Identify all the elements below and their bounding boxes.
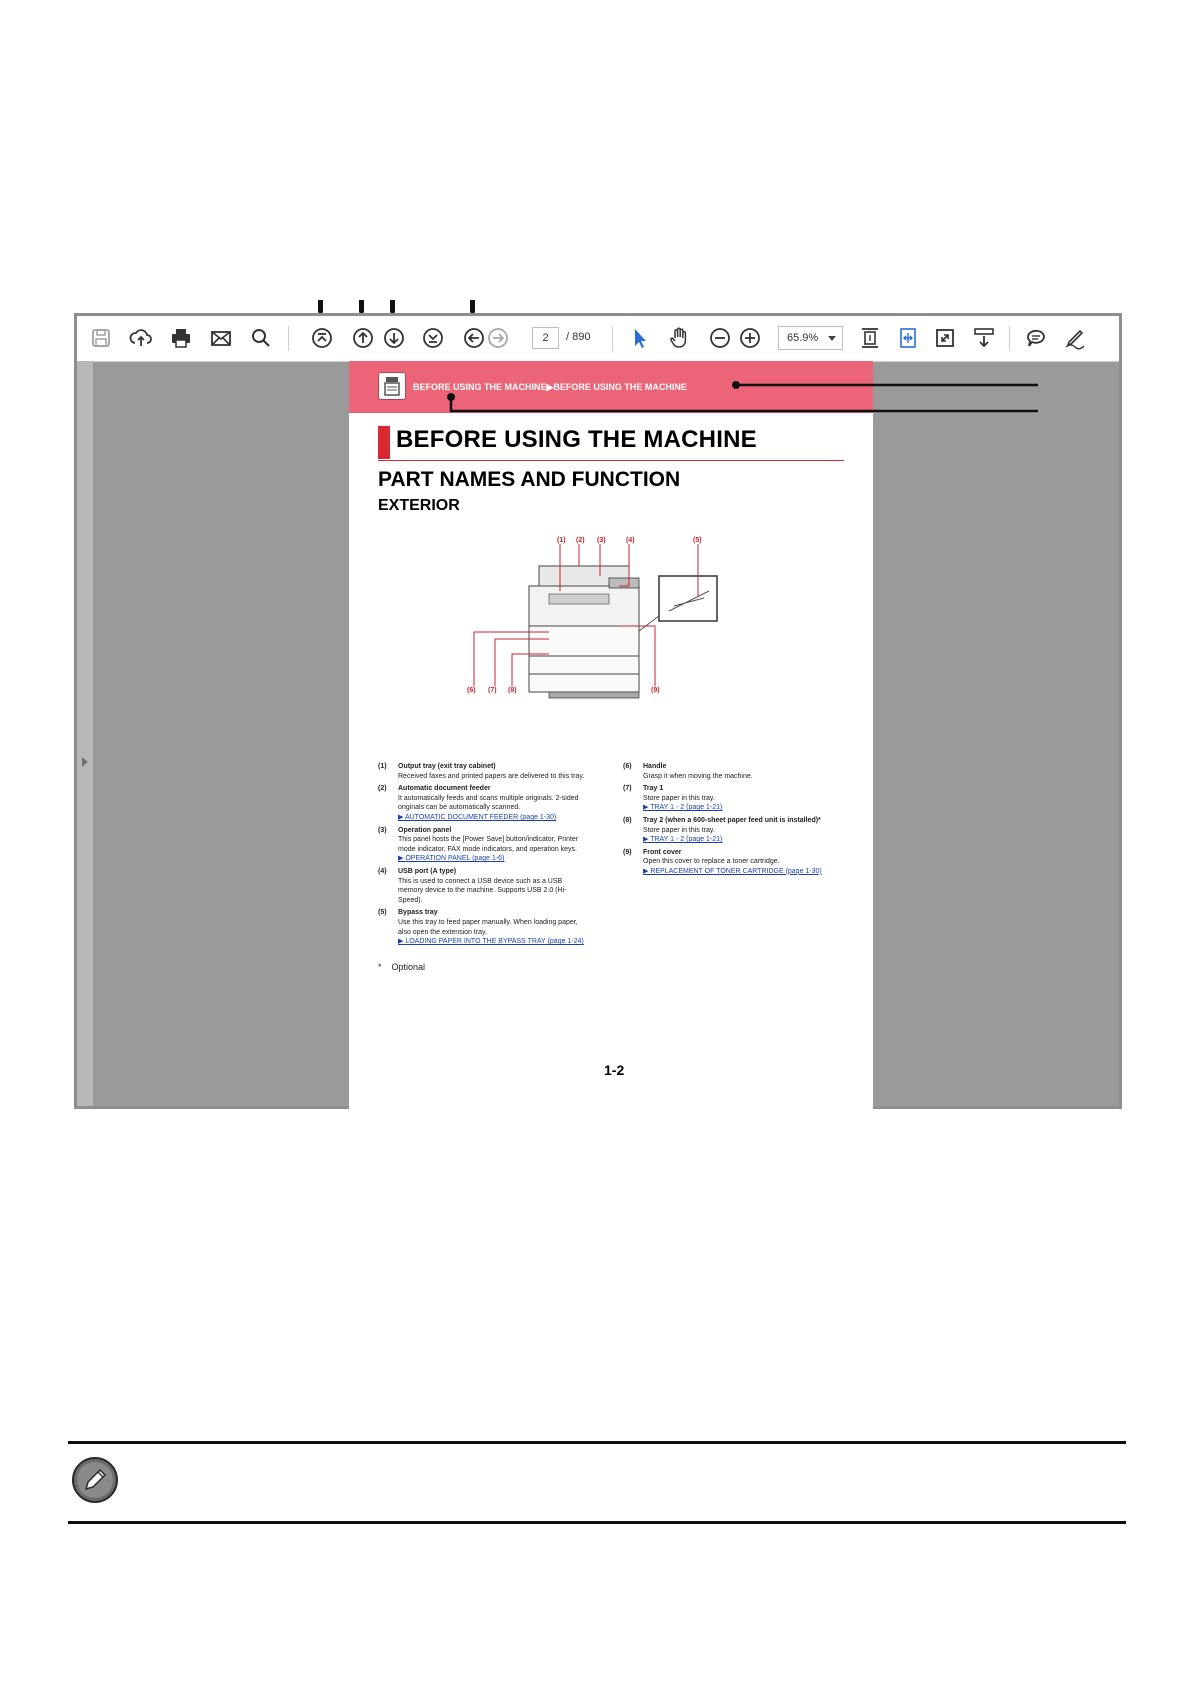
zoom-value: 65.9% [787,332,819,344]
part-title: USB port (A type) [398,867,457,875]
page-number: 1-2 [604,1062,625,1078]
callout-label: (1) [557,537,566,544]
part-link[interactable]: ▶ REPLACEMENT OF TONER CARTRIDGE (page 1-30) [643,867,843,877]
part-description: It automatically feeds and scans multiple originals. 2-sided originals can be automatically scanned. [398,794,579,812]
part-number: (1) [378,763,387,770]
part-number: (4) [378,867,387,875]
callout-label: (9) [651,687,660,694]
part-description: Grasp it when moving the machine. [643,772,753,780]
part-link[interactable]: ▶ TRAY 1 - 2 (page 1-21) [643,835,843,845]
part-description: Store paper in this tray. [643,826,715,834]
part-number: (7) [623,785,632,793]
note-top-rule [68,1441,1126,1444]
note-bottom-rule [68,1521,1126,1524]
part-title: Automatic document feeder [398,785,491,793]
part-link[interactable]: ▶ AUTOMATIC DOCUMENT FEEDER (page 1-30) [398,813,588,823]
callout-label: (3) [597,537,606,544]
part-title: Tray 2 (when a 600-sheet paper feed unit is installed)* [643,816,821,824]
footnote-label: Optional [391,962,426,972]
part-title: Operation panel [398,826,452,834]
part-description: Received faxes and printed papers are delivered to this tray. [398,772,585,780]
section-heading: PART NAMES AND FUNCTION [378,468,681,491]
part-number: (2) [378,785,387,793]
callout-label: (5) [693,537,702,544]
note-pencil-icon [71,1456,119,1504]
callout-label: (6) [467,687,476,694]
part-number: (8) [623,816,632,824]
part-title: Output tray (exit tray cabinet) [398,763,496,770]
part-title: Tray 1 [643,785,664,793]
part-link[interactable]: ▶ TRAY 1 - 2 (page 1-21) [643,803,843,813]
part-description: Open this cover to replace a toner cartridge. [643,858,780,866]
part-number: (9) [623,848,632,856]
part-link[interactable]: ▶ OPERATION PANEL (page 1-6) [398,854,588,864]
page-title: BEFORE USING THE MACHINE [396,426,757,453]
part-description: Use this tray to feed paper manually. When loading paper, also open the extension tray. [398,918,578,936]
part-title: Handle [643,763,667,770]
callout-label: (7) [488,687,497,694]
page-number-input[interactable]: 2 [532,327,559,349]
breadcrumb[interactable]: BEFORE USING THE MACHINE▶BEFORE USING THE MACHINE [413,382,687,392]
part-link[interactable]: ▶ LOADING PAPER INTO THE BYPASS TRAY (page 1-24) [398,937,588,947]
part-number: (5) [378,909,387,917]
part-description: Store paper in this tray. [643,794,715,802]
callout-label: (4) [626,537,635,544]
subsection-heading: EXTERIOR [378,497,460,514]
callout-label: (2) [576,537,585,544]
part-description: This panel hosts the [Power Save] button/indicator, Printer mode indicator, FAX mode indicators, and operation keys. [398,836,579,853]
part-title: Bypass tray [398,909,438,917]
footnote-mark: * [378,962,382,972]
part-description: This is used to connect a USB device such as a USB memory device to the machine. Supports USB 2.0 (Hi-Speed). [398,877,567,904]
part-number: (6) [623,763,632,770]
callout-label: (8) [508,687,517,694]
part-number: (3) [378,826,387,834]
page-total-label: / 890 [566,331,591,343]
part-title: Front cover [643,848,682,856]
